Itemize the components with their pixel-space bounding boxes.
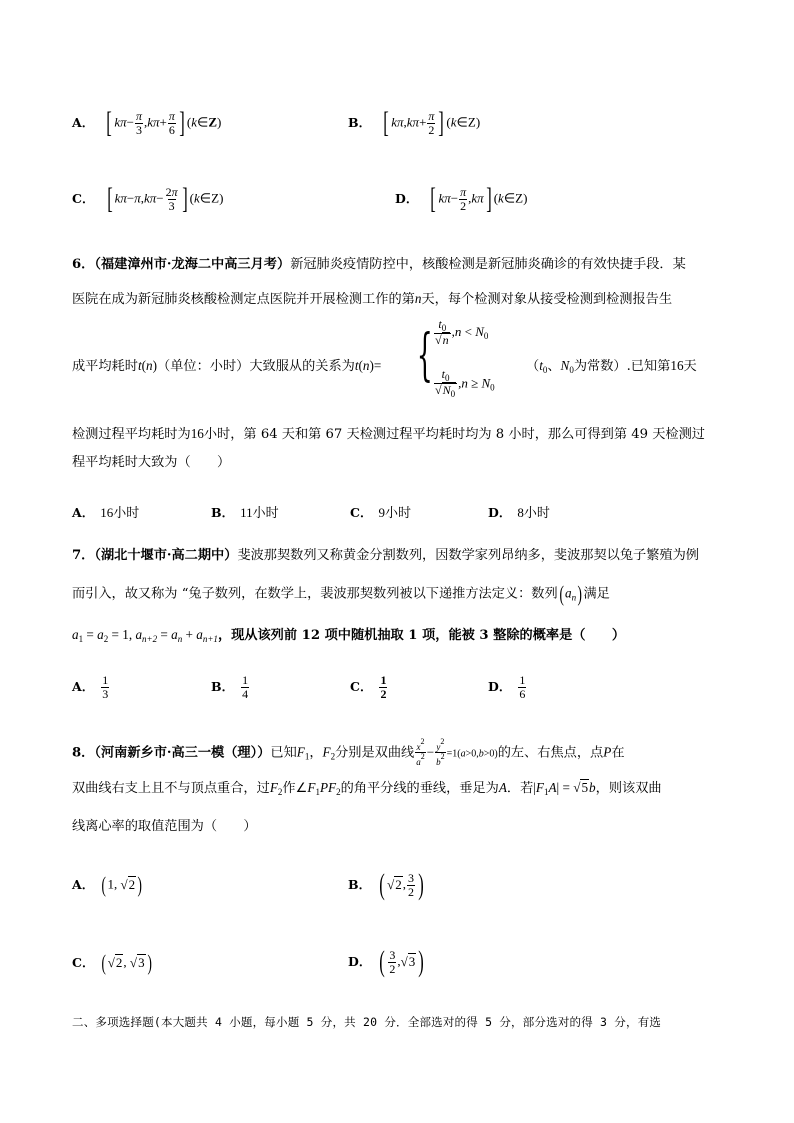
q6-line3: 成平均耗时t(n)（单位：小时）大致服从的关系为t(n)= bbox=[72, 358, 382, 374]
q6-option-a[interactable]: A． 16小时 bbox=[72, 505, 140, 521]
option-label: A． bbox=[72, 114, 95, 130]
q7-line2: 而引入，故又称为 “兔子数列，在数学上，裴波那契数列被以下递推方法定义：数列$(a_n)$满足 bbox=[72, 581, 610, 606]
question-source: （湖北十堰市·高二期中） bbox=[94, 548, 238, 563]
q7-option-d[interactable]: D． $\frac{1}{6}$ bbox=[488, 673, 526, 701]
q6-line4: 检测过程平均耗时为16小时，第 64 天和第 67 天检测过程平均耗时均为 8 小时，那么可得到第 49 天检测过 bbox=[72, 426, 705, 442]
q5-option-b[interactable]: B． [ kπ,kπ+ $\frac{\pi}{2}$ ] (k∈Z) bbox=[348, 106, 481, 139]
q7-line3: $a_1 = a_2 = 1$, $a_{n+2} = a_n + a_{n+1}$，现从该列前 12 项中随机抽取 1 项，能被 3 整除的概率是（ ） bbox=[72, 627, 626, 644]
question-source: （河南新乡市·高三一模（理）） bbox=[94, 745, 271, 761]
option-label: C． bbox=[72, 190, 95, 206]
q8-line3: 线离心率的取值范围为（ ） bbox=[72, 819, 257, 834]
section-2-heading: 二、多项选择题(本大题共 4 小题，每小题 5 分，共 20 分．全部选对的得 5 分，部分选对的得 3 分，有选 bbox=[72, 1015, 662, 1029]
q8-option-c[interactable]: C． (√2, √3 ) bbox=[72, 950, 152, 975]
q6-line2: 医院在成为新冠肺炎核酸检测定点医院并开展检测工作的第n天，每个检测对象从接受检测到检测报告生 bbox=[72, 291, 673, 307]
q8-option-a[interactable]: A． (1, √2 ) bbox=[72, 872, 143, 897]
q8-option-b[interactable]: B． ( √2, $\frac{3}{2}$ ) bbox=[348, 868, 424, 901]
q5-option-c[interactable]: C． [ kπ−π,kπ− $\frac{2\pi}{3}$ ] (k∈Z) bbox=[72, 182, 224, 215]
q8-line1: 8．（河南新乡市·高三一模（理））已知$F_1$，$F_2$分别是双曲线 $\frac{x2}{a2}$ − $\frac{y2}{b2}$ =1(a>0,b>0)的左、右焦点，点P在 bbox=[72, 737, 625, 768]
q8-option-d[interactable]: D． ( $\frac{3}{2}$ ,√3 ) bbox=[348, 945, 424, 978]
option-label: D． bbox=[395, 190, 419, 206]
q6-option-c[interactable]: C． 9小时 bbox=[350, 505, 411, 521]
q6-option-b[interactable]: B． 11小时 bbox=[211, 505, 279, 521]
q5-option-a[interactable]: A． [ kπ− $\frac{\pi}{3}$ ,kπ+ $\frac{\pi}{6}$ ] (k∈Z) bbox=[72, 106, 222, 139]
q6-piecewise: { $\frac{t_0}{√n}$ $,n < N_0$ $\frac{t_0}{√N_0}$ $,n \ge N_0$ bbox=[416, 317, 495, 400]
question-number: 8． bbox=[72, 745, 95, 761]
question-source: （福建漳州市·龙海二中高三月考） bbox=[94, 257, 291, 272]
q7-option-a[interactable]: A． $\frac{1}{3}$ bbox=[72, 673, 109, 701]
q6-line1: 6．（福建漳州市·龙海二中高三月考）新冠肺炎疫情防控中，核酸检测是新冠肺炎确诊的有效快捷手段．某 bbox=[72, 257, 686, 272]
question-number: 7． bbox=[72, 548, 95, 563]
q6-option-d[interactable]: D． 8小时 bbox=[488, 505, 550, 521]
q7-line1: 7．（湖北十堰市·高二期中）斐波那契数列又称黄金分割数列，因数学家列昂纳多，斐波那契以兔子繁殖为例 bbox=[72, 548, 699, 563]
q6-line3-tail: （$t_0$、$N_0$为常数）.已知第16天 bbox=[526, 358, 697, 375]
q8-line2: 双曲线右支上且不与顶点重合，过$F_2$作$\angle F_1PF_2$的角平分线的垂线，垂足为A．若$|F_1A| = √5b$，则该双曲 bbox=[72, 780, 662, 797]
q7-option-c[interactable]: C． $\frac{1}{2}$ bbox=[350, 673, 387, 701]
q6-line5: 程平均耗时大致为（ ） bbox=[72, 455, 231, 470]
q5-option-d[interactable]: D． [ kπ− $\frac{\pi}{2}$ ,kπ] (k∈Z) bbox=[395, 182, 528, 215]
q7-option-b[interactable]: B． $\frac{1}{4}$ bbox=[211, 673, 249, 701]
option-label: B． bbox=[348, 114, 372, 130]
question-number: 6． bbox=[72, 257, 95, 272]
